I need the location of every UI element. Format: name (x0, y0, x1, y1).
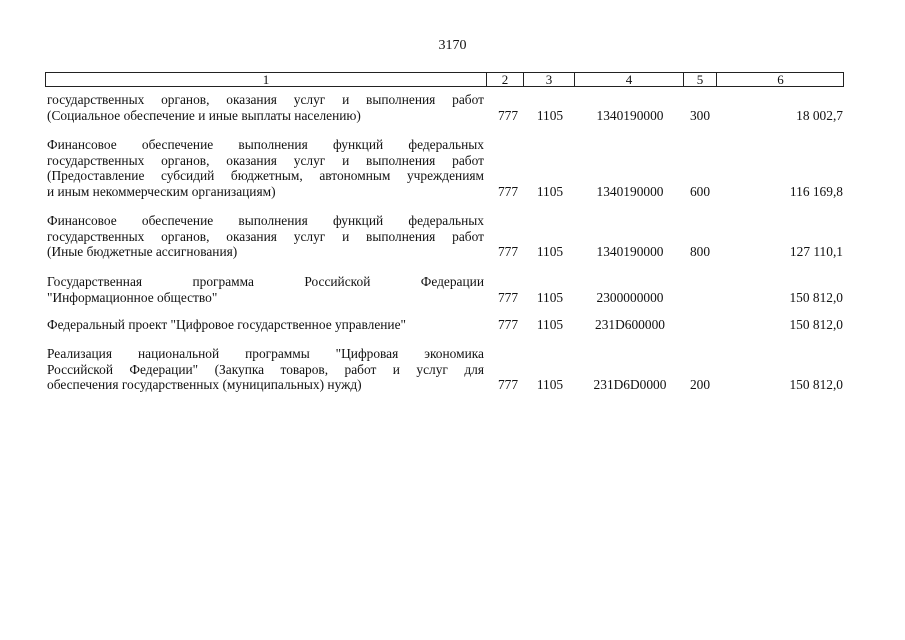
description-line: "Информационное общество" (47, 289, 218, 305)
description-line: Российской Федерации" (Закупка товаров, работ и услуг для (47, 361, 484, 377)
cell-grp: 777 (497, 183, 519, 199)
cell-target-code: 1340190000 (596, 183, 664, 199)
description-line: Государственная программа Российской Федерации (47, 274, 484, 289)
header-col-2: 2 (501, 72, 509, 87)
cell-section: 1105 (536, 107, 564, 123)
header-col-5: 5 (696, 72, 704, 87)
cell-section: 1105 (536, 289, 564, 305)
description-line: государственных органов, оказания услуг и выполнения работ (47, 228, 484, 244)
row-description (47, 137, 484, 199)
cell-target-code: 231D600000 (595, 317, 665, 332)
description-line: государственных органов, оказания услуг и выполнения работ (47, 92, 484, 107)
cell-expense-kind: 600 (689, 183, 711, 199)
cell-amount: 150 812,0 (789, 289, 843, 305)
description-line: Финансовое обеспечение выполнения функций федеральных (47, 213, 484, 228)
cell-target-code: 231D6D0000 (593, 377, 667, 392)
cell-grp: 777 (497, 107, 519, 123)
table-header (45, 72, 844, 87)
cell-section: 1105 (536, 317, 564, 332)
cell-expense-kind: 800 (689, 244, 711, 259)
page-number: 3170 (438, 38, 467, 53)
cell-grp: 777 (497, 317, 519, 332)
row-description (47, 274, 484, 305)
cell-expense-kind: 200 (689, 377, 711, 392)
description-line: Финансовое обеспечение выполнения функций федеральных (47, 137, 484, 152)
row-description (47, 346, 484, 393)
header-col-1: 1 (262, 72, 270, 87)
cell-amount: 150 812,0 (789, 377, 843, 392)
description-line: и иным некоммерческим организациям) (47, 183, 276, 199)
row-description (47, 317, 484, 333)
cell-amount: 116 169,8 (789, 183, 843, 199)
description-line: (Предоставление субсидий бюджетным, автономным учреждениям (47, 168, 484, 183)
row-description (47, 92, 484, 123)
row-description (47, 213, 484, 260)
cell-expense-kind: 300 (689, 107, 711, 123)
cell-section: 1105 (536, 183, 564, 199)
header-col-6: 6 (777, 72, 784, 87)
description-line: государственных органов, оказания услуг и выполнения работ (47, 152, 484, 168)
cell-target-code: 1340190000 (596, 244, 664, 259)
description-line: Реализация национальной программы "Цифровая экономика (47, 346, 484, 361)
cell-section: 1105 (536, 377, 564, 392)
cell-section: 1105 (536, 244, 564, 259)
cell-amount: 18 002,7 (796, 107, 843, 123)
cell-grp: 777 (497, 289, 519, 305)
header-col-4: 4 (625, 72, 633, 87)
cell-grp: 777 (497, 244, 519, 259)
cell-target-code: 1340190000 (596, 107, 664, 123)
cell-amount: 127 110,1 (789, 244, 843, 259)
description-line: (Социальное обеспечение и иные выплаты населению) (47, 107, 361, 123)
header-col-3: 3 (545, 72, 553, 87)
description-line: (Иные бюджетные ассигнования) (47, 244, 238, 259)
description-line: Федеральный проект "Цифровое государственное управление" (47, 317, 407, 332)
description-line: обеспечения государственных (муниципальных) нужд) (47, 377, 362, 392)
cell-amount: 150 812,0 (789, 317, 843, 332)
cell-target-code: 2300000000 (596, 289, 664, 305)
cell-grp: 777 (497, 377, 519, 392)
